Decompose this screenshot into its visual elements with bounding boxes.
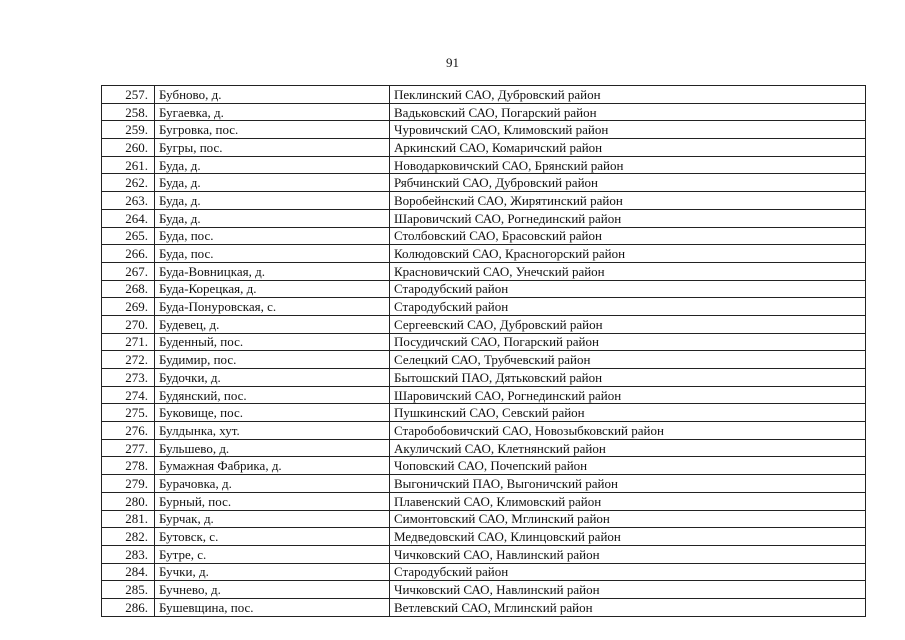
table-row (102, 262, 866, 280)
settlements-table (101, 85, 866, 617)
row-number: 280. (102, 492, 155, 510)
row-number: 284. (102, 563, 155, 581)
table-row (102, 245, 866, 263)
district-name: Пеклинский САО, Дубровский район (390, 86, 866, 104)
settlement-name: Бурный, пос. (155, 492, 390, 510)
district-name: Селецкий САО, Трубчевский район (390, 351, 866, 369)
row-number: 263. (102, 192, 155, 210)
settlement-name: Бугаевка, д. (155, 103, 390, 121)
row-number: 270. (102, 315, 155, 333)
table-row (102, 528, 866, 546)
row-number: 285. (102, 581, 155, 599)
table-body (102, 86, 866, 617)
district-name: Новодарковичский САО, Брянский район (390, 156, 866, 174)
table-row (102, 121, 866, 139)
settlement-name: Бульшево, д. (155, 439, 390, 457)
table-row (102, 422, 866, 440)
district-name: Шаровичский САО, Рогнединский район (390, 209, 866, 227)
row-number: 267. (102, 262, 155, 280)
settlement-name: Буда, пос. (155, 245, 390, 263)
district-name: Аркинский САО, Комаричский район (390, 139, 866, 157)
district-name: Медведовский САО, Клинцовский район (390, 528, 866, 546)
row-number: 272. (102, 351, 155, 369)
settlement-name: Буда, д. (155, 209, 390, 227)
table-row (102, 333, 866, 351)
district-name: Стародубский район (390, 298, 866, 316)
district-name: Рябчинский САО, Дубровский район (390, 174, 866, 192)
district-name: Чичковский САО, Навлинский район (390, 581, 866, 599)
row-number: 258. (102, 103, 155, 121)
district-name: Колюдовский САО, Красногорский район (390, 245, 866, 263)
district-name: Посудичский САО, Погарский район (390, 333, 866, 351)
settlement-name: Бучки, д. (155, 563, 390, 581)
settlement-name: Бумажная Фабрика, д. (155, 457, 390, 475)
row-number: 283. (102, 545, 155, 563)
table-row (102, 298, 866, 316)
settlement-name: Буда, д. (155, 156, 390, 174)
table-row (102, 581, 866, 599)
row-number: 276. (102, 422, 155, 440)
row-number: 266. (102, 245, 155, 263)
district-name: Акуличский САО, Клетнянский район (390, 439, 866, 457)
page-number: 91 (446, 55, 459, 70)
district-name: Чоповский САО, Почепский район (390, 457, 866, 475)
table-row (102, 439, 866, 457)
row-number: 286. (102, 598, 155, 616)
settlement-name: Бугры, пос. (155, 139, 390, 157)
district-name: Столбовский САО, Брасовский район (390, 227, 866, 245)
district-name: Чуровичский САО, Климовский район (390, 121, 866, 139)
district-name: Ветлевский САО, Мглинский район (390, 598, 866, 616)
district-name: Выгоничский ПАО, Выгоничский район (390, 475, 866, 493)
settlement-name: Буда, д. (155, 174, 390, 192)
row-number: 268. (102, 280, 155, 298)
settlement-name: Бутовск, с. (155, 528, 390, 546)
row-number: 264. (102, 209, 155, 227)
district-name: Воробейнский САО, Жирятинский район (390, 192, 866, 210)
table-row (102, 174, 866, 192)
row-number: 261. (102, 156, 155, 174)
settlement-name: Буковище, пос. (155, 404, 390, 422)
table-row (102, 369, 866, 387)
settlement-name: Бутре, с. (155, 545, 390, 563)
table-row (102, 139, 866, 157)
table-row (102, 209, 866, 227)
district-name: Пушкинский САО, Севский район (390, 404, 866, 422)
table-row (102, 227, 866, 245)
row-number: 257. (102, 86, 155, 104)
table-row (102, 457, 866, 475)
settlement-name: Будимир, пос. (155, 351, 390, 369)
table-row (102, 545, 866, 563)
row-number: 279. (102, 475, 155, 493)
settlement-name: Бушевщина, пос. (155, 598, 390, 616)
settlement-name: Буда, пос. (155, 227, 390, 245)
table-row (102, 156, 866, 174)
table-row (102, 492, 866, 510)
settlement-name: Буда-Вовницкая, д. (155, 262, 390, 280)
row-number: 262. (102, 174, 155, 192)
district-name: Стародубский район (390, 280, 866, 298)
row-number: 265. (102, 227, 155, 245)
district-name: Красновичский САО, Унечский район (390, 262, 866, 280)
table-row (102, 510, 866, 528)
district-name: Бытошский ПАО, Дятьковский район (390, 369, 866, 387)
table-row (102, 315, 866, 333)
district-name: Плавенский САО, Климовский район (390, 492, 866, 510)
district-name: Шаровичский САО, Рогнединский район (390, 386, 866, 404)
row-number: 277. (102, 439, 155, 457)
table-row (102, 86, 866, 104)
table-row (102, 192, 866, 210)
district-name: Сергеевский САО, Дубровский район (390, 315, 866, 333)
table-row (102, 475, 866, 493)
settlement-name: Будевец, д. (155, 315, 390, 333)
settlement-name: Бугровка, пос. (155, 121, 390, 139)
settlement-name: Бучнево, д. (155, 581, 390, 599)
district-name: Вадьковский САО, Погарский район (390, 103, 866, 121)
district-name: Симонтовский САО, Мглинский район (390, 510, 866, 528)
settlement-name: Буда-Понуровская, с. (155, 298, 390, 316)
table-row (102, 598, 866, 616)
settlement-name: Буда-Корецкая, д. (155, 280, 390, 298)
row-number: 271. (102, 333, 155, 351)
settlement-name: Бубново, д. (155, 86, 390, 104)
row-number: 273. (102, 369, 155, 387)
settlement-name: Будочки, д. (155, 369, 390, 387)
row-number: 269. (102, 298, 155, 316)
settlement-name: Буда, д. (155, 192, 390, 210)
row-number: 259. (102, 121, 155, 139)
row-number: 281. (102, 510, 155, 528)
settlement-name: Будянский, пос. (155, 386, 390, 404)
settlement-name: Булдынка, хут. (155, 422, 390, 440)
settlement-name: Бурачовка, д. (155, 475, 390, 493)
row-number: 275. (102, 404, 155, 422)
settlement-name: Буденный, пос. (155, 333, 390, 351)
row-number: 278. (102, 457, 155, 475)
table-row (102, 351, 866, 369)
table-row (102, 103, 866, 121)
row-number: 274. (102, 386, 155, 404)
district-name: Старобобовичский САО, Новозыбковский район (390, 422, 866, 440)
table-row (102, 563, 866, 581)
settlement-name: Бурчак, д. (155, 510, 390, 528)
row-number: 260. (102, 139, 155, 157)
table-row (102, 280, 866, 298)
row-number: 282. (102, 528, 155, 546)
table-row (102, 386, 866, 404)
district-name: Стародубский район (390, 563, 866, 581)
district-name: Чичковский САО, Навлинский район (390, 545, 866, 563)
table-row (102, 404, 866, 422)
